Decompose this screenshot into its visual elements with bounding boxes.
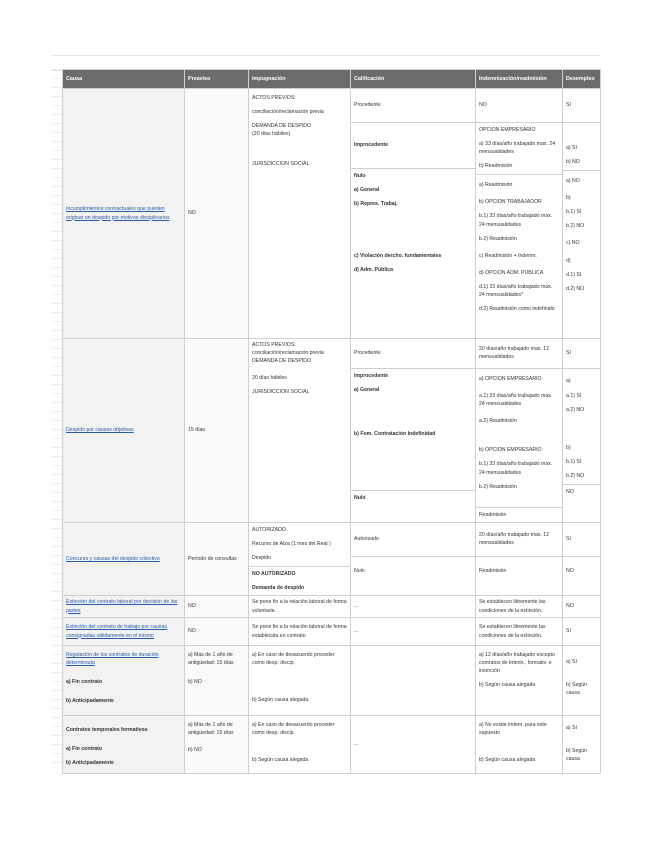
cell-line: a) SI — [566, 725, 577, 731]
cell-line: d.1) SI — [566, 271, 582, 278]
causa-cell — [63, 89, 185, 339]
impugnacion-cell — [249, 716, 351, 774]
preaviso-cell: 15 días — [185, 339, 249, 523]
indemnizacion-cell — [476, 522, 563, 595]
cell-line: a.2) Readmisión — [479, 418, 517, 425]
preaviso-cell: Período de consultas — [185, 522, 249, 595]
cell-line: d) — [566, 257, 571, 264]
cell-line: a) Fin contrato — [66, 746, 103, 753]
cell-spacer — [566, 123, 597, 141]
indemnizacion-cell — [476, 716, 563, 774]
cell-line: b) Según causa alegada — [479, 682, 536, 689]
indemnizacion-cell: Se establecen libremente las condiciones de la extinción. — [476, 618, 563, 646]
header-causa: Causa — [63, 70, 185, 89]
cell-spacer — [354, 211, 472, 249]
cell-line: c) Readmisión + Indemn. — [479, 252, 537, 259]
header-indemnizacion: Indemnización/readmisión — [476, 70, 563, 89]
indemnizacion-cell — [476, 646, 563, 716]
causa-link[interactable]: Concurso y causas del despido colectivo — [66, 555, 160, 562]
header-calificacion: Calificación — [351, 70, 476, 89]
cell-line: Procedente — [354, 102, 381, 108]
cell-line: b) Según causa alegada — [479, 757, 536, 764]
cell-line: 20 días/año trabajado max. 12 mensualidades — [479, 531, 550, 546]
cell-line: b.1) SI — [566, 209, 582, 216]
cell-line: Despido — [252, 554, 272, 561]
cell-line: b) — [566, 445, 571, 452]
table-row — [63, 89, 601, 339]
cell-spacer — [252, 141, 347, 157]
impugnacion-cell — [249, 646, 351, 716]
calificacion-cell — [351, 89, 476, 339]
header-desempleo: Desempleo — [563, 70, 601, 89]
impugnacion-cell: Se pone fin a la relación laboral de forma voluntaria. — [249, 596, 351, 618]
cell-spacer — [354, 441, 472, 489]
cell-line: a) General — [354, 187, 380, 194]
cell-line: d.2) Readmisión como indefinido — [479, 305, 555, 312]
cell-line: a) — [566, 378, 571, 385]
cell-line: a) 33 días/año trabajado max. 24 mensualidades — [479, 141, 556, 156]
cell-line: a.2) NO — [566, 407, 585, 414]
cell-line: SI — [566, 535, 571, 542]
desempleo-cell: SI — [563, 618, 601, 646]
table-row — [63, 716, 601, 774]
desempleo-cell: NO — [563, 596, 601, 618]
cell-line: DEMANDA DE DESPIDO — [252, 123, 312, 130]
cell-line: b) Según causa alegada — [252, 697, 309, 704]
cell-line: b) OPCION TRABAJADOR — [479, 199, 542, 206]
calificacion-cell — [351, 522, 476, 595]
table-header-row — [63, 70, 601, 89]
cell-line: b.1) SI — [566, 459, 582, 466]
cell-line: a) SI — [566, 145, 577, 152]
cell-line: Improcedente — [354, 142, 389, 149]
table-row — [63, 618, 601, 646]
cell-line: b.1) 33 días/año trabajado max. 24 mensualidades — [479, 213, 553, 228]
cell-line: conciliación/reclamación previa — [252, 350, 324, 357]
cell-line: Autorizado — [354, 535, 379, 542]
cell-line: NO AUTORIZADO — [252, 570, 296, 577]
causa-cell — [63, 522, 185, 595]
indemnizacion-cell — [476, 339, 563, 523]
cell-line: AUTORIZADO — [252, 526, 286, 533]
cell-line: b) Readmisión — [479, 163, 513, 170]
cell-spacer — [479, 431, 559, 443]
preaviso-cell — [185, 646, 249, 716]
cell-line: b.2) Readmisión — [479, 235, 517, 242]
cell-line: a) En caso de desacuerdo proceder como desp. discip. — [252, 652, 335, 667]
table-row — [63, 522, 601, 595]
causa-cell — [63, 596, 185, 618]
cell-line: a) En caso de desacuerdo proceder como desp. discip. — [252, 722, 335, 737]
cell-line: c) Violación dercho. fundamentales — [354, 253, 442, 260]
cell-line: Demanda de despido — [252, 584, 305, 591]
cell-line: OPCION EMPRESARIO — [479, 127, 536, 134]
cell-line: b.2) NO — [566, 473, 585, 480]
causa-link[interactable]: Regulación de los contratos de duración determinada — [66, 652, 159, 667]
cell-line: DEMANDA DE DESPIDO — [252, 358, 312, 365]
cell-line: Nulo — [354, 567, 365, 574]
cell-spacer — [566, 417, 597, 441]
desempleo-cell — [563, 646, 601, 716]
cell-line: d) Adm. Pública — [354, 267, 394, 274]
cell-line: b) Repres. Trabaj. — [354, 201, 398, 208]
cell-line: a) Más de 1 año de antigüedad: 15 días — [188, 652, 234, 667]
cell-line: a.1) 33 días/año trabajado max. 24 mensualidades — [479, 393, 553, 408]
preaviso-cell: NO — [185, 89, 249, 339]
cell-line: NO — [479, 102, 487, 108]
cell-line: Nulo — [354, 495, 366, 502]
cell-line: b.2) Readmisión — [479, 483, 517, 490]
impugnacion-cell — [249, 339, 351, 523]
cell-line: b) Fom. Contratación Indefinidad — [354, 431, 436, 438]
causa-link[interactable]: Extinción del contrato de trabajo por causas consignadas válidamente en el mismo — [66, 624, 167, 639]
table-row — [63, 596, 601, 618]
cell-line: SI — [566, 102, 571, 108]
cell-line: NO — [566, 567, 574, 574]
cell-line: b) NO — [188, 747, 202, 754]
cell-spacer — [479, 494, 559, 506]
indemnizacion-cell — [476, 89, 563, 339]
header-preaviso: Preaviso — [185, 70, 249, 89]
calificacion-cell: ... — [351, 716, 476, 774]
cell-line: b) NO — [188, 679, 202, 686]
cell-line: b) Anticipadamente — [66, 760, 114, 767]
impugnacion-cell — [249, 89, 351, 339]
cell-line: d.1) 33 días/año trabajado max. 24 mensualidades* — [479, 283, 553, 298]
cell-line: b) — [566, 195, 571, 202]
causa-cell — [63, 339, 185, 523]
cell-line: JURISDICCION SOCIAL — [252, 389, 310, 396]
causa-link[interactable]: Extinción del contrato laboral por decisión de las partes — [66, 599, 178, 614]
cell-line: Nulo — [354, 173, 366, 180]
causa-link[interactable]: Despido por causas objetivas — [66, 427, 134, 434]
spreadsheet-row-strip — [52, 69, 62, 769]
calificacion-cell: ... — [351, 596, 476, 618]
cell-line: d) OPCION ADM. PÚBLICA — [479, 269, 544, 276]
cell-line: a) Más de 1 año de antigüedad: 15 días — [188, 722, 234, 737]
cell-line: b) Anticipadamente — [66, 698, 114, 705]
cell-line: b.1) 33 días/año trabajado max. 24 mensualidades — [479, 461, 553, 476]
desempleo-cell — [563, 339, 601, 523]
causa-cell — [63, 646, 185, 716]
header-impugnacion: Impugnación — [249, 70, 351, 89]
desempleo-cell — [563, 522, 601, 595]
cell-line: a) SI — [566, 659, 577, 665]
cell-line: Contratos temporales formativos — [66, 727, 148, 733]
desempleo-cell — [563, 89, 601, 339]
cell-line: b) Según causa alegada — [252, 757, 309, 764]
cell-line: (20 días hábiles) — [252, 131, 291, 138]
causa-cell — [63, 716, 185, 774]
impugnacion-cell — [249, 522, 351, 595]
cell-line: Recurso de Alza (1 mes del Real ) — [252, 540, 331, 547]
cell-line: ACTOS PREVIOS: — [252, 95, 296, 101]
causa-link[interactable]: Incumplimientos contractuales que pueden originar un despido por motivos disciplinarios — [66, 206, 170, 221]
table-row — [63, 646, 601, 716]
cell-line: a) General — [354, 387, 380, 394]
cell-line: b) NO — [566, 159, 580, 166]
cell-line: b) Según causa — [566, 748, 588, 763]
cell-line: c) NO — [566, 240, 580, 247]
cell-line: a) NO — [566, 178, 580, 185]
cell-line: Readmisión — [479, 511, 507, 518]
cell-line: Improcedente — [354, 373, 389, 380]
cell-line: a) Readmisión — [479, 182, 513, 189]
cell-line: ACTOS PREVIOS: — [252, 342, 296, 348]
indemnizacion-cell: Se establecen libremente las condiciones de la extinción. — [476, 596, 563, 618]
table-row — [63, 339, 601, 523]
cell-line: b) Según causa — [566, 682, 588, 697]
causa-cell — [63, 618, 185, 646]
calificacion-cell — [351, 646, 476, 716]
cell-line: a) 12 días/año trabajado excepto contratos de Interin., formativ. e inserción — [479, 652, 555, 675]
preaviso-cell: NO — [185, 596, 249, 618]
cell-line: SI — [566, 350, 571, 356]
cell-line: Readmisión — [479, 567, 507, 574]
cell-line: conciliación/reclamación previa — [252, 109, 324, 116]
cell-line: 20 días hábiles — [252, 375, 287, 382]
cell-line: a) Fin contrato — [66, 679, 103, 686]
cell-line: NO — [566, 489, 574, 496]
cell-line: a) OPCION EMPRESARIO — [479, 376, 542, 383]
dismissal-table — [62, 69, 601, 774]
cell-line: a) No existe indem. para este supuesto — [479, 722, 547, 737]
calificacion-cell: ... — [351, 618, 476, 646]
cell-line: JURISDICCION SOCIAL — [252, 161, 310, 168]
preaviso-cell: NO — [185, 618, 249, 646]
cell-spacer — [354, 397, 472, 427]
desempleo-cell — [563, 716, 601, 774]
cell-line: d.2) NO — [566, 285, 585, 292]
cell-line: b) OPCION EMPRESARIO — [479, 447, 542, 454]
cell-line: 20 días/año trabajado max. 12 mensualidades — [479, 346, 550, 361]
preaviso-cell — [185, 716, 249, 774]
cell-line: Procedente — [354, 350, 381, 356]
cell-line: b.2) NO — [566, 223, 585, 230]
cell-line: a.1) SI — [566, 393, 582, 400]
impugnacion-cell: Se pone fin a la relación laboral de forma establecida en contrato — [249, 618, 351, 646]
calificacion-cell — [351, 339, 476, 523]
